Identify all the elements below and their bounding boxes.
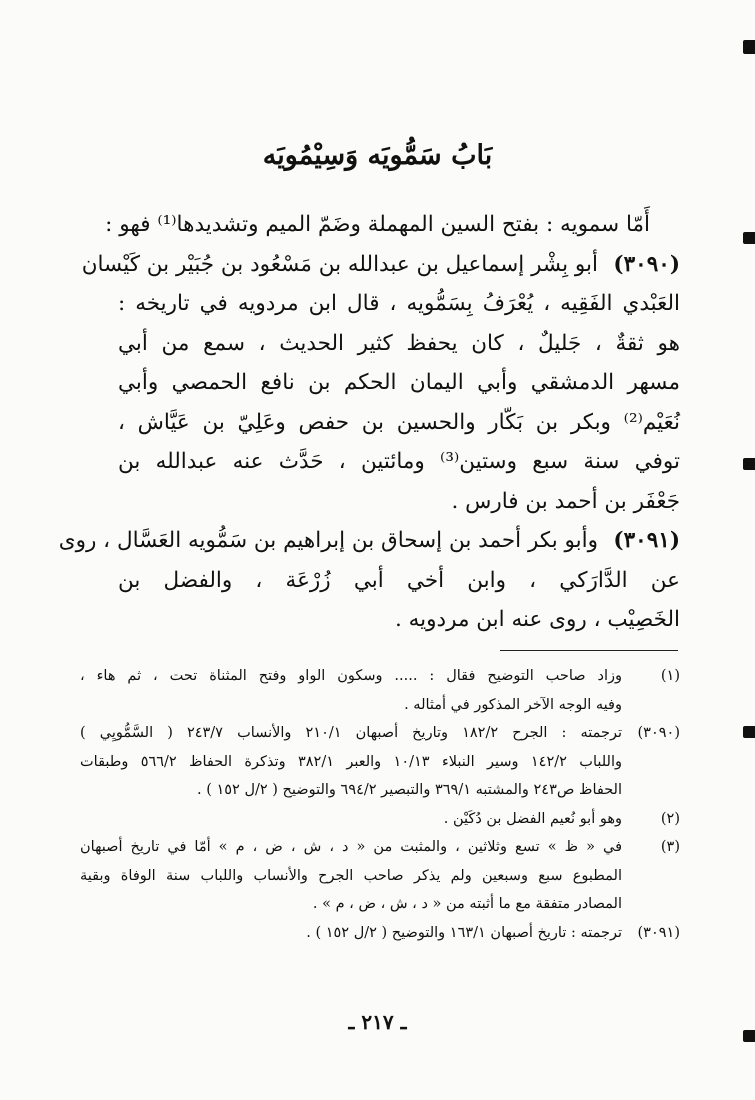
entry-3091 xyxy=(58,521,680,640)
entry-line: أبو بِشْر إسماعيل بن عبدالله بن مَسْعُود بن جُبَيْر بن كَيْسان xyxy=(81,251,598,277)
entry-line: الخَصِيْب ، روى عنه ابن مردويه . xyxy=(394,607,680,632)
entry-line: عن الدَّارَكي ، وابن أخي أبي زُرْعَة ، والفضل بن xyxy=(118,567,680,593)
footnote-line: وزاد صاحب التوضيح فقال : ..... وسكون الواو وفتح المثناة تحت ، ثم هاء ، xyxy=(80,668,622,684)
footnote-line: المصادر متفقة مع ما أثبته من « د ، ش ، ض ، م » . xyxy=(312,896,622,912)
footnote-number: (١) xyxy=(660,668,680,684)
chapter-title: بَابُ سَمُّويَه وَسِيْمُويَه xyxy=(262,140,493,171)
intro-line: أَمّا سمويه : بفتح السين المهملة وضَمّ الميم وتشديدها⁽¹⁾ فهو : xyxy=(105,212,650,237)
entry-line: العَبْدي الفَقِيه ، يُعْرَفُ بِسَمُّويه ، قال ابن مردويه في تاريخه : xyxy=(118,291,680,316)
footnote-line: واللباب ١٤٢/٢ وسير النبلاء ١٠/١٣ والعبر ٣٨٢/١ وتذكرة الحفاظ ٥٦٦/٢ وطبقات xyxy=(80,753,622,770)
edge-mark xyxy=(743,726,755,738)
entry-3090 xyxy=(81,245,680,522)
entry-line: جَعْفَر بن أحمد بن فارس . xyxy=(451,488,680,514)
footnote xyxy=(80,919,680,948)
footnotes xyxy=(80,662,680,947)
footnote xyxy=(80,719,680,805)
entry-line: هو ثقةٌ ، جَليلٌ ، كان يحفظ كثير الحديث ، سمع من أبي xyxy=(118,330,680,356)
footnote xyxy=(80,833,680,919)
edge-mark xyxy=(743,232,755,244)
entry-line: نُعَيْم⁽²⁾ وبكر بن بَكّار والحسين بن حفص وعَلِيّ بن عَيَّاش ، xyxy=(118,409,680,435)
footnote-number: (٣٠٩٠) xyxy=(637,725,680,741)
footnote-number: (٣) xyxy=(660,839,680,855)
entry-line: وأبو بكر أحمد بن إسحاق بن إبراهيم بن سَمُّويه العَسَّال ، روى xyxy=(58,528,598,553)
footnote-number: (٢) xyxy=(660,810,680,827)
footnote-line: في « ظ » تسع وثلاثين ، والمثبت من « د ، ش ، ض ، م » أمّا في تاريخ أصبهان xyxy=(80,839,622,855)
footnote xyxy=(80,805,680,834)
edge-mark xyxy=(743,458,755,470)
entry-number: (٣٠٩١) xyxy=(613,528,680,553)
footnote-line: المطبوع سبع وسبعين ولم يذكر صاحب الجرح والأنساب واللباب سنة الوفاة وبقية xyxy=(80,867,622,884)
footnote-line: الحفاظ ص٢٤٣ والمشتبه ٣٦٩/١ والتبصير ٦٩٤/٢ والتوضيح ( ٢/ل ١٥٢ ) . xyxy=(196,782,622,798)
footnote-line: ترجمته : الجرح ١٨٢/٢ وتاريخ أصبهان ٢١٠/١ والأنساب ٢٤٣/٧ ( السَّمُّويِي ) xyxy=(80,725,622,741)
footnote-separator xyxy=(500,650,678,651)
footnote xyxy=(80,662,680,719)
footnote-line: وفيه الوجه الآخر المذكور في أمثاله . xyxy=(404,696,622,713)
footnote-line: ترجمته : تاريخ أصبهان ١٦٣/١ والتوضيح ( ٢/ل ١٥٢ ) . xyxy=(306,924,622,941)
footnote-number: (٣٠٩١) xyxy=(637,924,680,941)
entry-number: (٣٠٩٠) xyxy=(613,251,680,277)
main-text xyxy=(58,205,680,640)
edge-mark xyxy=(743,40,755,54)
footnote-line: وهو أبو نُعيم الفضل بن دُكَيْن . xyxy=(443,810,622,827)
page-number: ـ ٢١٧ ـ xyxy=(348,1010,407,1034)
entry-line: مسهر الدمشقي وأبي اليمان الحكم بن نافع الحمصي وأبي xyxy=(118,370,680,395)
entry-line: توفي سنة سبع وستين⁽³⁾ ومائتين ، حَدَّث عنه عبدالله بن xyxy=(118,449,680,474)
